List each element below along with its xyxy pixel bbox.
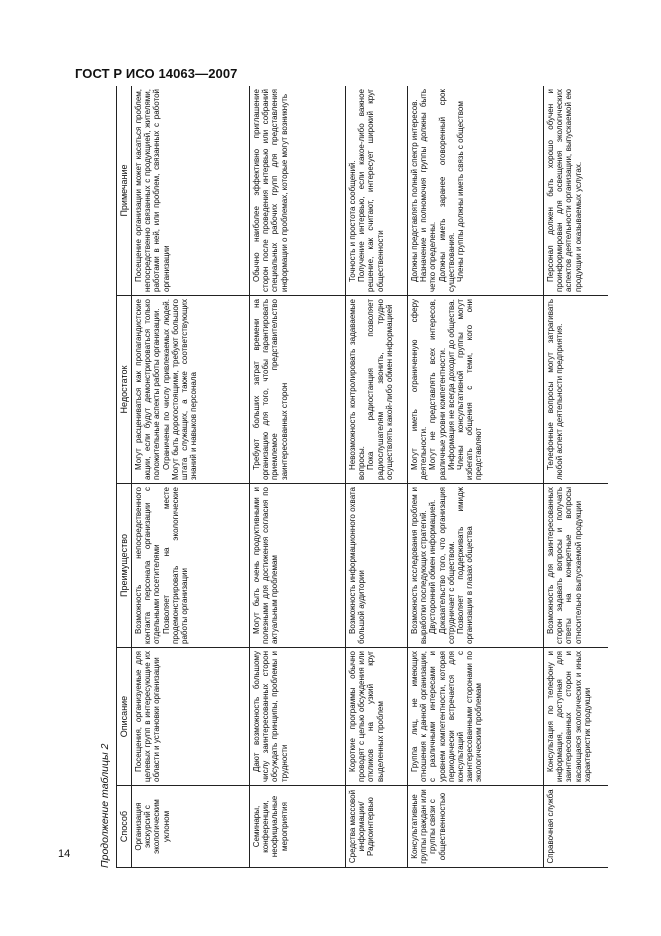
advantage-cell — [346, 484, 408, 648]
cell-text: Обычно наиболее эффективно приглашение сторон после проведения интервью или собраний специальных рабочих групп для представления информации о проблемах, которые могут возникнуть — [252, 89, 289, 292]
cell-text: Организация экскурсий с экологическим уклоном — [134, 799, 171, 854]
description-cell — [544, 648, 609, 786]
disadvantage-cell — [346, 296, 408, 484]
cell-text: Могут расцениваться как пропагандистские акции, если будут демонстрироваться только положительные аспекты работы организации. — [134, 299, 162, 480]
cell-text: Двусторонний обмен информацией. — [428, 499, 438, 634]
table-body — [132, 86, 609, 868]
cell-text: Могут иметь ограниченную сферу деятельности. — [410, 299, 429, 480]
cell-text: Короткие программы обычно проводят с целью обсуждения или откликов на узкий круг выделенных проблем — [348, 651, 385, 782]
cell-text: Невозможность контролировать задаваемые вопросы. — [348, 299, 367, 480]
disadvantage-cell — [250, 296, 346, 484]
column-header-note: Примечание — [117, 86, 132, 296]
column-header-method: Способ — [117, 786, 132, 868]
cell-text: Назначение и полномочия группы должны быть четко определены. — [419, 89, 438, 292]
method-cell — [250, 786, 346, 868]
description-cell — [250, 648, 346, 786]
method-cell — [544, 786, 609, 868]
column-header-description: Описание — [117, 648, 132, 786]
advantage-cell — [250, 484, 346, 648]
description-cell — [408, 648, 544, 786]
cell-text: Возможность для заинтересованных сторон задавать вопросы и получать ответы на конкретные вопросы относительно выпускаемой продукции — [546, 487, 583, 644]
disadvantage-cell — [408, 296, 544, 484]
cell-text: Точность и простота сообщений. — [348, 160, 357, 282]
method-cell — [132, 786, 250, 868]
cell-text: Возможность исследования проблем и выработки последующих стратегий. — [410, 487, 429, 644]
cell-text: Дают возможность большому числу заинтересованных сторон обсуждать принципы, проблемы и трудности — [252, 651, 289, 782]
table-row — [346, 86, 408, 868]
cell-text: Информация не всегда доходит до общества. — [446, 299, 456, 470]
cell-text: Получение интервью, если какое-либо важное решение, как считают, интересует широкий круг общественности — [357, 89, 385, 292]
method-cell — [346, 786, 408, 868]
cell-text: Семинары, конференции, неофициальные мероприятия — [252, 795, 289, 858]
cell-text: Консультативные группы граждан или группы связи с общественностью — [410, 789, 447, 864]
cell-text: Позволяет поддерживать имидж организации в глазах общества — [456, 487, 475, 644]
table-row — [544, 86, 609, 868]
note-cell — [408, 86, 544, 296]
cell-text: Должны иметь заранее оговоренный срок существования. — [437, 89, 456, 292]
cell-text: Персонал должен быть хорошо обучен и проинформирован для освещения экологических аспектов деятельности организации, выпускаемой ею продукции и оказываемых услугах. — [546, 89, 583, 292]
note-cell — [250, 86, 346, 296]
cell-text: Телефонные вопросы могут затрагивать любой аспект деятельности предприятия. — [546, 299, 565, 480]
cell-text: Посещение организации может касаться проблем, непосредственно связанных с продукцией, жителями, работами в ней, или проблем, связанных с работой организации — [134, 89, 171, 292]
note-cell — [346, 86, 408, 296]
page-number: 14 — [58, 848, 71, 860]
table-row — [408, 86, 544, 868]
column-header-advantage: Преимущество — [117, 484, 132, 648]
cell-text: Могут не представлять всех интересов, различные уровни компетентности. — [428, 299, 447, 480]
cell-text: Члены консультативной группы могут избегать общения с теми, кого они представляют — [456, 299, 484, 480]
cell-text: Возможность непосредственного контакта персонала организации с отдельными посетителями — [134, 487, 162, 644]
methods-table — [116, 86, 608, 868]
method-cell — [408, 786, 544, 868]
disadvantage-cell — [544, 296, 609, 484]
rotated-table-container — [98, 86, 608, 868]
cell-text: Позволяет на месте продемонстрировать экологические работы организации — [161, 487, 190, 644]
cell-text: Доказательство того, что организация сотрудничает с обществом. — [437, 487, 456, 644]
cell-text: Справочная служба — [546, 789, 555, 864]
cell-text: Консультация по телефону и информация, доступная для заинтересованных сторон и касающаяся экологических и иных характеристик продукции — [546, 651, 592, 782]
rotated-page-area — [98, 86, 608, 868]
table-caption: Продолжение таблицы 2 — [99, 743, 111, 868]
cell-text: Ограничены по числу привлекаемых людей. Могут быть дорогостоящими, требуют большого штата служащих, а также соответствующих знаний и навыков персонала — [161, 299, 199, 480]
description-cell — [346, 648, 408, 786]
cell-text: Средства массовой информации/Радиоинтервью — [348, 789, 376, 864]
column-header-disadvantage: Недостаток — [117, 296, 132, 484]
document-header-title: ГОСТ Р ИСО 14063—2007 — [75, 66, 238, 81]
cell-text: Группа лиц, не имеющих отношения к данной организации, с различными интересами и уровнем компетентности, которая периодически встречается для консультаций с заинтересованными сторонами по экологическим проблемам — [410, 651, 484, 782]
advantage-cell — [408, 484, 544, 648]
note-cell — [544, 86, 609, 296]
cell-text: Возможность информационного охвата большой аудитории — [348, 487, 367, 644]
table-row — [132, 86, 250, 868]
cell-text: Должны представлять полный спектр интересов. — [410, 99, 419, 282]
cell-text: Члены группы должны иметь связь с обществом — [456, 101, 466, 282]
cell-text: Могут быть очень продуктивными и полезными для достижения согласия по актуальным проблемам — [252, 487, 280, 644]
advantage-cell — [132, 484, 250, 648]
advantage-cell — [544, 484, 609, 648]
cell-text: Пока радиостанция позволяет радиослушателям звонить, трудно осуществлять какой-либо обмен информацией — [366, 299, 394, 480]
disadvantage-cell — [132, 296, 250, 484]
note-cell — [132, 86, 250, 296]
description-cell — [132, 648, 250, 786]
cell-text: Посещения, организуемые для целевых групп в интересующие их области и установки организации — [134, 651, 162, 782]
table-header-row — [117, 86, 132, 868]
cell-text: Требуют больших затрат времени на организацию для того, чтобы гарантировать приемлемое представительство заинтересованных сторон — [252, 299, 289, 480]
table-row — [250, 86, 346, 868]
